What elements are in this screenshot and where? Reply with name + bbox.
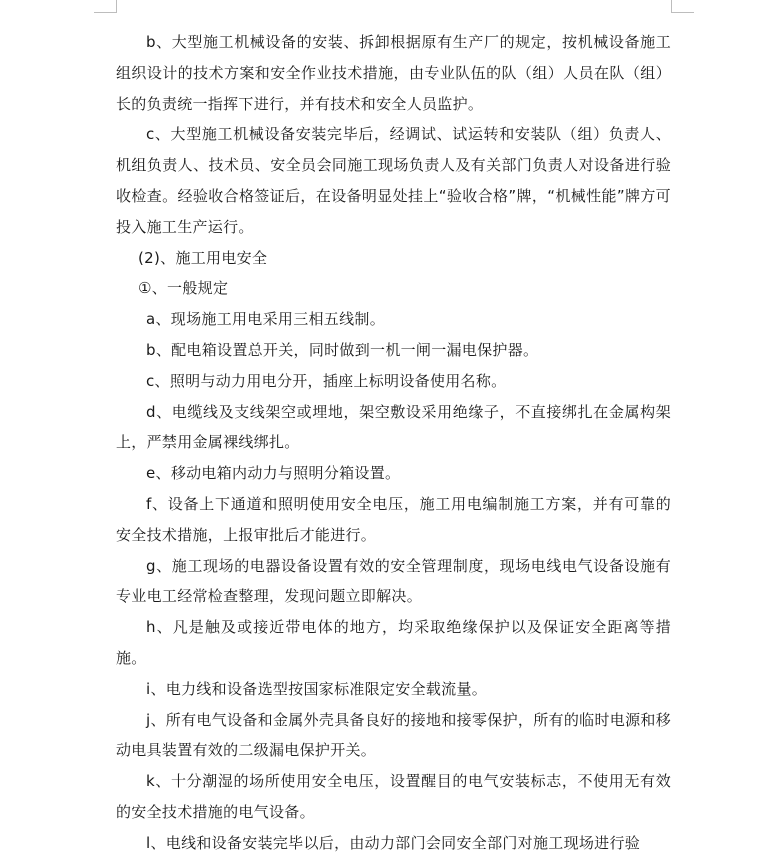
- rule-item-f: f、设备上下通道和照明使用安全电压，施工用电编制施工方案，并有可靠的安全技术措施，上报审批后才能进行。: [116, 494, 671, 544]
- rule-item-d: d、电缆线及支线架空或埋地，架空敷设采用绝缘子，不直接绑扎在金属构架上，严禁用金属裸线绑扎。: [116, 402, 671, 452]
- rule-item-j: j、所有电气设备和金属外壳具备良好的接地和接零保护，所有的临时电源和移动电具装置有效的二级漏电保护开关。: [116, 710, 671, 760]
- rule-item-e: e、移动电箱内动力与照明分箱设置。: [146, 464, 401, 483]
- rule-item-l: l、电线和设备安装完毕以后，由动力部门会同安全部门对施工现场进行验: [146, 833, 641, 852]
- rule-item-k: k、十分潮湿的场所使用安全电压，设置醒目的电气安装标志，不使用无有效的安全技术措施的电气设备。: [116, 772, 671, 821]
- subsection-heading-general-rules: ①、一般规定: [138, 279, 229, 298]
- page-corner-mark-right: [671, 0, 694, 13]
- rule-item-b: b、配电箱设置总开关，同时做到一机一闸一漏电保护器。: [146, 340, 539, 359]
- page-corner-mark-left: [94, 0, 117, 13]
- paragraph-b-install: b、大型施工机械设备的安装、拆卸根据原有生产厂的规定，按机械设备施工组织设计的技术方案和安全作业技术措施，由专业队伍的队（组）人员在队（组）长的负责统一指挥下进行，并有技术和安全人员监护。: [116, 33, 671, 113]
- document-page: [116, 27, 671, 859]
- rule-item-i: i、电力线和设备选型按国家标准限定安全载流量。: [146, 679, 488, 698]
- rule-item-a: a、现场施工用电采用三相五线制。: [146, 310, 385, 329]
- rule-item-g: g、施工现场的电器设备设置有效的安全管理制度，现场电线电气设备设施有专业电工经常检查整理，发现问题立即解决。: [116, 556, 671, 606]
- paragraph-c-acceptance: c、大型施工机械设备安装完毕后，经调试、试运转和安装队（组）负责人、机组负责人、技术员、安全员会同施工现场负责人及有关部门负责人对设备进行验收检查。经验收合格签证后，在设备明显处挂上“验收合格”牌，“机械性能”牌方可投入施工生产运行。: [116, 125, 671, 236]
- section-heading-power-safety: (2)、施工用电安全: [138, 248, 268, 267]
- rule-item-c: c、照明与动力用电分开，插座上标明设备使用名称。: [146, 371, 507, 390]
- rule-item-h: h、凡是触及或接近带电体的地方，均采取绝缘保护以及保证安全距离等措施。: [116, 618, 671, 667]
